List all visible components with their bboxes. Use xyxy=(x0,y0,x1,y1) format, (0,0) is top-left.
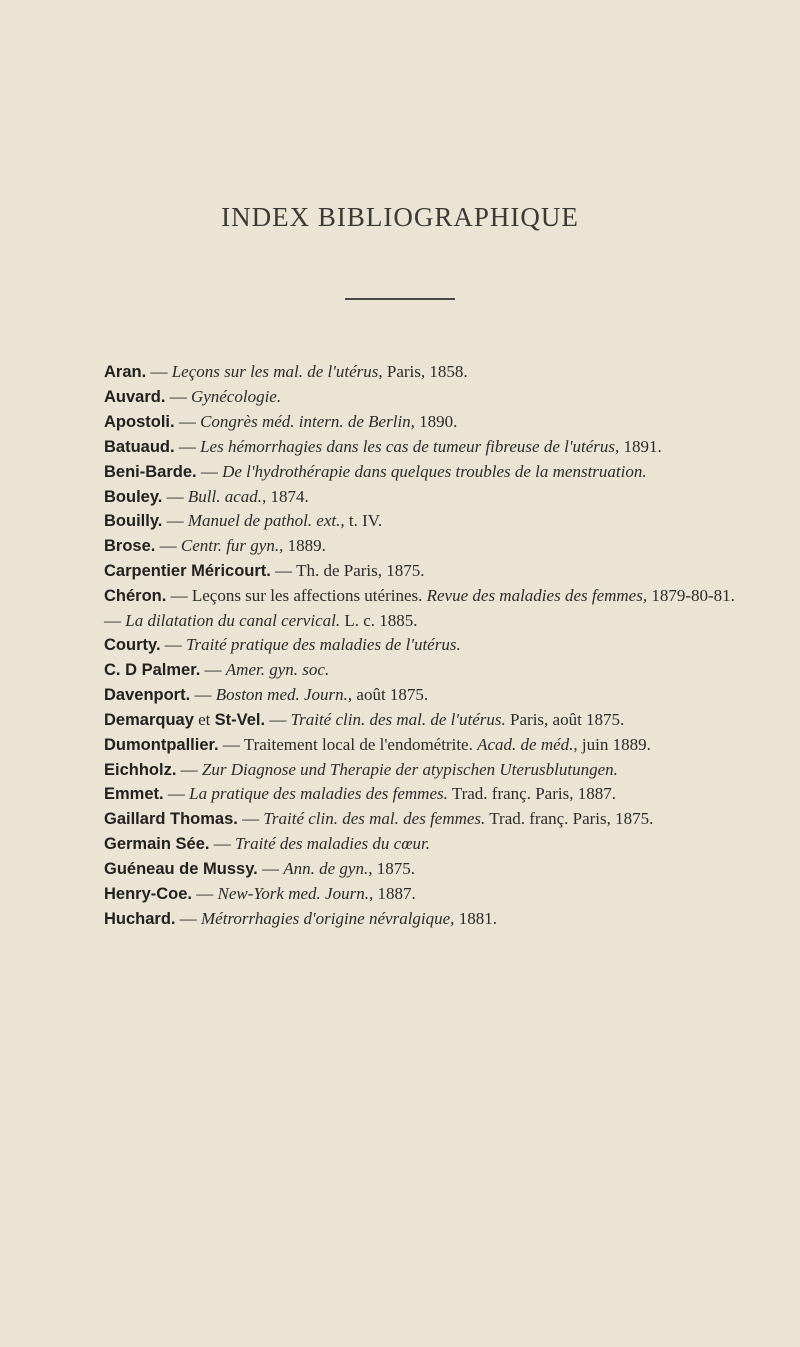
entry-reference xyxy=(238,809,654,828)
bibliography-entry xyxy=(104,658,764,683)
entry-title-italic: Métrorrhagies d'origine névralgique, xyxy=(201,908,455,928)
entry-reference xyxy=(258,859,415,878)
entry-text: et xyxy=(193,709,215,729)
entry-text: t. IV. xyxy=(344,511,383,531)
entry-author: Eichholz. xyxy=(104,760,177,779)
entry-title-italic: Traité pratique des maladies de l'utérus. xyxy=(186,634,461,654)
entry-text: — xyxy=(175,908,202,928)
bibliography-entry xyxy=(104,633,764,658)
entry-text: — xyxy=(196,461,223,481)
entry-text: — xyxy=(190,684,216,704)
entry-text: Paris, août 1875. xyxy=(505,709,625,729)
bibliography-entry xyxy=(104,782,764,807)
bibliography-entry xyxy=(104,584,764,609)
entry-reference xyxy=(219,735,651,754)
entry-reference xyxy=(271,561,425,580)
entry-text: juin 1889. xyxy=(577,734,651,754)
bibliography-entry xyxy=(104,534,764,559)
entry-reference xyxy=(176,909,497,928)
entry-title-italic: La dilatation du canal cervical. xyxy=(125,611,341,631)
entry-title-italic: Zur Diagnose und Therapie der atypischen Uterusblutungen. xyxy=(201,759,618,779)
entry-reference xyxy=(165,387,281,406)
bibliography-entry xyxy=(104,907,764,932)
entry-text: — xyxy=(257,859,284,879)
entry-author: Bouilly. xyxy=(104,512,163,531)
entry-text: — xyxy=(155,536,181,556)
entry-title-italic: De l'hydrothérapie dans quelques troubles de la menstruation. xyxy=(222,461,647,481)
entry-reference xyxy=(190,685,428,704)
entry-author: Demarquay xyxy=(104,710,194,729)
entry-text: 1874. xyxy=(266,486,309,506)
bibliography-entry xyxy=(104,807,764,832)
entry-title-italic: New-York med. Journ., xyxy=(217,884,374,904)
entry-author: Huchard. xyxy=(104,909,176,928)
entry-author: Aran. xyxy=(104,363,147,381)
entry-reference xyxy=(209,834,430,853)
entry-title-italic: Manuel de pathol. ext., xyxy=(187,511,345,531)
entry-reference xyxy=(146,362,467,381)
entry-text: — Traitement local de l'endométrite. xyxy=(218,734,478,754)
entry-text: — Th. de Paris, 1875. xyxy=(270,561,425,581)
entry-title-italic: Traité des maladies du cœur. xyxy=(234,834,431,854)
entry-reference xyxy=(176,760,618,779)
entry-text: — xyxy=(209,834,235,854)
entry-text: 1887. xyxy=(373,884,416,904)
entry-author: Beni-Barde. xyxy=(104,462,197,481)
bibliography-entry xyxy=(104,460,764,485)
entry-text: 1890. xyxy=(414,411,458,431)
entry-text: Trad. franç. Paris, 1875. xyxy=(485,809,654,829)
entry-reference xyxy=(192,884,416,903)
entry-author: Carpentier Méricourt. xyxy=(104,562,271,581)
entry-title-italic: Revue des maladies des femmes, xyxy=(426,586,648,606)
entry-text: — xyxy=(192,884,218,904)
entry-text: — xyxy=(160,634,187,654)
entry-text: 1889. xyxy=(283,536,326,556)
entry-text: — Leçons sur les affections utérines. xyxy=(166,586,427,606)
bibliography-list xyxy=(104,360,764,932)
entry-title-italic: La pratique des maladies des femmes. xyxy=(189,784,448,804)
entry-text: Paris, 1858. xyxy=(382,362,468,381)
entry-reference xyxy=(200,660,329,679)
entry-author: Apostoli. xyxy=(104,412,175,431)
entry-text: 1875. xyxy=(372,859,415,879)
entry-author: Brose. xyxy=(104,537,156,556)
entry-author: Courty. xyxy=(104,635,161,654)
entry-author: Bouley. xyxy=(104,487,163,506)
entry-text: — xyxy=(237,809,264,829)
bibliography-entry xyxy=(104,435,764,460)
entry-title-italic: Traité clin. des mal. des femmes. xyxy=(263,809,486,829)
entry-title-italic: Acad. de méd., xyxy=(477,734,578,754)
entry-text: 1891. xyxy=(619,436,662,456)
entry-reference xyxy=(104,611,418,630)
bibliography-entry xyxy=(104,733,764,758)
bibliography-entry xyxy=(104,758,764,783)
entry-text: Trad. franç. Paris, 1887. xyxy=(447,784,616,804)
entry-author: Dumontpallier. xyxy=(104,735,219,754)
entry-text: — xyxy=(200,659,226,679)
entry-text: — xyxy=(146,362,172,381)
entry-author: Chéron. xyxy=(104,587,167,606)
entry-title-italic: Leçons sur les mal. de l'utérus, xyxy=(171,362,383,381)
entry-text: 1879-80-81. xyxy=(647,586,735,606)
entry-reference xyxy=(162,487,308,506)
bibliography-entry xyxy=(104,609,764,633)
bibliography-entry xyxy=(104,683,764,708)
entry-author: Davenport. xyxy=(104,685,191,704)
entry-author: Emmet. xyxy=(104,785,164,804)
bibliography-entry xyxy=(104,485,764,510)
entry-author: Germain Sée. xyxy=(104,835,210,854)
entry-reference xyxy=(175,412,458,431)
entry-author: Gaillard Thomas. xyxy=(104,810,238,829)
entry-reference xyxy=(155,536,325,555)
entry-reference xyxy=(197,462,647,481)
bibliography-entry xyxy=(104,882,764,907)
entry-title-italic: Boston med. Journ., xyxy=(215,684,353,704)
entry-text: 1881. xyxy=(454,908,497,928)
entry-author: Henry-Coe. xyxy=(104,885,193,904)
bibliography-entry xyxy=(104,832,764,857)
entry-title-italic: Amer. gyn. soc. xyxy=(225,659,330,679)
entry-reference xyxy=(161,635,461,654)
entry-coauthor: St-Vel. xyxy=(214,710,266,729)
entry-title-italic: Traité clin. des mal. de l'utérus. xyxy=(290,709,506,729)
entry-title-italic: Gynécologie. xyxy=(190,386,282,406)
entry-author: Batuaud. xyxy=(104,437,175,456)
entry-author: Guéneau de Mussy. xyxy=(104,860,258,879)
entry-author: C. D Palmer. xyxy=(104,660,201,679)
bibliography-entry xyxy=(104,559,764,584)
entry-text: — xyxy=(162,486,188,506)
entry-reference xyxy=(164,784,616,803)
entry-author: Auvard. xyxy=(104,387,166,406)
entry-reference xyxy=(166,586,735,605)
bibliography-entry xyxy=(104,410,764,435)
title-divider xyxy=(345,298,455,300)
entry-text: — xyxy=(174,436,201,456)
entry-reference xyxy=(175,437,662,456)
page-title: INDEX BIBLIOGRAPHIQUE xyxy=(221,202,579,232)
entry-text: — xyxy=(176,759,202,779)
entry-title-italic: Ann. de gyn., xyxy=(283,859,373,879)
bibliography-entry xyxy=(104,360,764,385)
bibliography-entry xyxy=(104,857,764,882)
entry-text: — xyxy=(265,709,291,729)
entry-text: août 1875. xyxy=(352,684,429,704)
entry-reference xyxy=(194,710,624,729)
entry-title-italic: Les hémorrhagies dans les cas de tumeur fibreuse de l'utérus, xyxy=(200,436,620,456)
bibliography-entry xyxy=(104,385,764,410)
entry-text: — xyxy=(174,411,201,431)
entry-title-italic: Bull. acad., xyxy=(187,486,267,506)
entry-text: — xyxy=(104,611,126,631)
entry-title-italic: Centr. fur gyn., xyxy=(180,536,284,556)
entry-text: — xyxy=(165,386,191,406)
entry-reference xyxy=(162,511,382,530)
entry-text: — xyxy=(162,511,188,531)
entry-text: — xyxy=(163,784,190,804)
entry-title-italic: Congrès méd. intern. de Berlin, xyxy=(200,411,415,431)
entry-text: L. c. 1885. xyxy=(340,611,418,631)
bibliography-entry xyxy=(104,509,764,534)
bibliography-entry xyxy=(104,708,764,733)
